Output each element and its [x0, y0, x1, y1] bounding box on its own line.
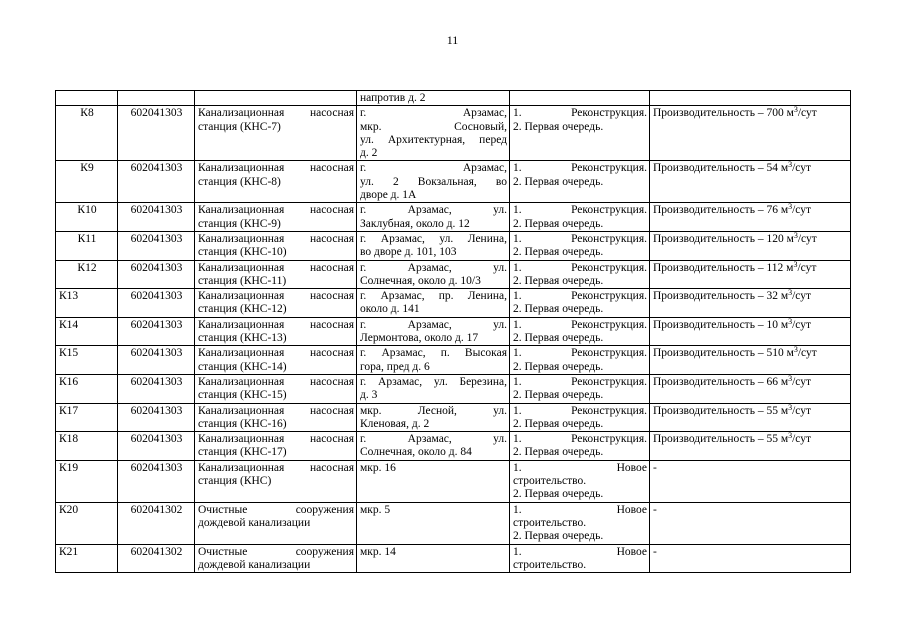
address-line: г. Арзамас, ул. Березина, [360, 375, 507, 388]
object-code: 602041303 [130, 162, 183, 175]
unit-superscript: 3 [793, 260, 798, 269]
cell-code [118, 260, 195, 289]
characteristic-text: Производительность – 66 м [653, 375, 789, 388]
row-number: К10 [77, 204, 97, 217]
cell-number [56, 544, 118, 573]
cell-action [510, 460, 650, 502]
address-line: г. Арзамас, п. Высокая [360, 347, 507, 360]
table-row [56, 203, 851, 232]
action-line: 2. Первая очередь. [513, 303, 604, 316]
characteristic-text: Производительность – 76 м [653, 204, 789, 217]
object-name-line: Канализационная насосная [198, 347, 354, 360]
cell-characteristic [650, 544, 851, 573]
cell-action [510, 91, 650, 106]
cell-action [510, 346, 650, 375]
unit-superscript: 3 [788, 202, 793, 212]
unit-superscript: 3 [793, 231, 798, 240]
cell-name [195, 106, 357, 161]
object-name-line: станция (КНС-17) [198, 446, 287, 459]
action-line: 1. Реконструкция. [513, 347, 647, 360]
table-row [56, 460, 851, 502]
address-line: д. 3 [360, 389, 378, 402]
cell-code [118, 289, 195, 318]
cell-characteristic [650, 403, 851, 432]
action-line: 1. Реконструкция. [513, 107, 647, 120]
address-line: Солнечная, около д. 10/3 [360, 274, 481, 287]
cell-name [195, 289, 357, 318]
object-code: 602041303 [130, 347, 183, 360]
action-line: 1. Реконструкция. [513, 204, 647, 217]
action-line: строительство. [513, 558, 587, 571]
action-line: 1. Реконструкция. [513, 232, 647, 245]
address-line: мкр. Лесной, ул. [360, 404, 507, 417]
object-code: 602041303 [130, 290, 183, 303]
table-row [56, 161, 851, 203]
address-line: мкр. 16 [360, 461, 396, 474]
cell-number [56, 161, 118, 203]
address-line: Заклубная, около д. 12 [360, 217, 470, 230]
object-name-line: Канализационная насосная [198, 162, 354, 175]
object-code: 602041303 [130, 318, 183, 331]
address-line: ул. 2 Вокзальная, во [360, 175, 507, 188]
row-number: К13 [59, 290, 79, 303]
unit-tail: /сут [797, 107, 817, 120]
cell-address [357, 432, 510, 461]
cell-number [56, 502, 118, 544]
action-line: 2. Первая очередь. [513, 332, 604, 345]
cell-characteristic [650, 203, 851, 232]
cell-name [195, 260, 357, 289]
object-name-line: Канализационная насосная [198, 290, 354, 303]
cell-characteristic [650, 161, 851, 203]
cell-action [510, 203, 650, 232]
cell-name [195, 231, 357, 260]
cell-action [510, 403, 650, 432]
address-line: ул. Архитектурная, перед [360, 133, 507, 146]
object-code: 602041303 [130, 404, 183, 417]
cell-number [56, 289, 118, 318]
table-row [56, 260, 851, 289]
cell-characteristic [650, 260, 851, 289]
cell-number [56, 203, 118, 232]
action-line: 2. Первая очередь. [513, 274, 604, 287]
cell-code [118, 231, 195, 260]
row-number: К12 [77, 261, 97, 274]
cell-number [56, 317, 118, 346]
characteristic-text: Производительность – 54 м [653, 162, 789, 175]
object-code: 602041302 [130, 545, 183, 558]
unit-superscript: 3 [788, 403, 793, 412]
cell-address [357, 374, 510, 403]
action-line: 2. Первая очередь. [513, 246, 604, 259]
table-row [56, 544, 851, 573]
unit-tail: /сут [792, 404, 812, 417]
table-row [56, 91, 851, 106]
page-number: 11 [446, 33, 459, 47]
action-line: 1. Новое [513, 503, 647, 516]
cell-address [357, 502, 510, 544]
object-name-line: Канализационная насосная [198, 433, 354, 446]
object-name-line: Канализационная насосная [198, 107, 354, 120]
cell-name [195, 502, 357, 544]
unit-tail: /сут [792, 204, 812, 217]
cell-characteristic [650, 106, 851, 161]
action-line: строительство. [513, 516, 587, 529]
table-row [56, 403, 851, 432]
object-name-line: станция (КНС-13) [198, 332, 287, 345]
cell-code [118, 544, 195, 573]
unit-tail: /сут [792, 375, 812, 388]
object-name-line: станция (КНС-16) [198, 417, 287, 430]
action-line: 2. Первая очередь. [513, 417, 604, 430]
object-name-line: Канализационная насосная [198, 404, 354, 417]
row-number: К14 [59, 318, 79, 331]
cell-name [195, 432, 357, 461]
action-line: 2. Первая очередь. [513, 120, 604, 133]
cell-name [195, 374, 357, 403]
object-name-line: дождевой канализации [198, 516, 311, 529]
cell-number [56, 403, 118, 432]
action-line: 2. Первая очередь. [513, 360, 604, 373]
cell-number [56, 374, 118, 403]
characteristic-text: Производительность – 55 м [653, 433, 789, 446]
cell-address [357, 231, 510, 260]
cell-action [510, 260, 650, 289]
address-line: г. Арзамас, ул. [360, 261, 507, 274]
object-code: 602041303 [130, 375, 183, 388]
object-name-line: станция (КНС-11) [198, 274, 287, 287]
cell-action [510, 432, 650, 461]
characteristic-text: Производительность – 700 м [653, 107, 794, 120]
address-line: д. 2 [360, 147, 378, 160]
cell-code [118, 91, 195, 106]
cell-number [56, 106, 118, 161]
cell-action [510, 289, 650, 318]
address-line: мкр. 14 [360, 545, 396, 558]
cell-characteristic [650, 317, 851, 346]
cell-address [357, 106, 510, 161]
address-line: г. Арзамас, ул. [360, 318, 507, 331]
cell-characteristic [650, 432, 851, 461]
cell-address [357, 203, 510, 232]
action-line: 1. Реконструкция. [513, 433, 647, 446]
cell-number [56, 460, 118, 502]
cell-address [357, 161, 510, 203]
action-line: строительство. [513, 475, 587, 488]
address-line: напротив д. 2 [360, 92, 426, 104]
table-row [56, 502, 851, 544]
unit-superscript: 3 [793, 105, 798, 115]
object-name-line: дождевой канализации [198, 558, 311, 571]
cell-name [195, 91, 357, 106]
table-row [56, 289, 851, 318]
object-name-line: станция (КНС-8) [198, 175, 281, 188]
address-line: дворе д. 1А [360, 189, 417, 202]
object-name-line: Очистные сооружения [198, 545, 354, 558]
object-name-line: Канализационная насосная [198, 461, 354, 474]
cell-name [195, 161, 357, 203]
action-line: 2. Первая очередь. [513, 217, 604, 230]
object-name-line: станция (КНС-10) [198, 246, 287, 259]
object-code: 602041303 [130, 204, 183, 217]
table-row [56, 432, 851, 461]
cell-characteristic [650, 374, 851, 403]
characteristic-text: - [653, 503, 657, 516]
address-line: Солнечная, около д. 84 [360, 446, 472, 459]
facilities-table-body [56, 91, 851, 573]
cell-code [118, 432, 195, 461]
unit-tail: /сут [792, 433, 812, 446]
cell-characteristic [650, 91, 851, 106]
cell-number [56, 346, 118, 375]
object-name-line: Очистные сооружения [198, 503, 354, 516]
cell-number [56, 91, 118, 106]
cell-address [357, 260, 510, 289]
unit-tail: /сут [797, 261, 817, 274]
object-name-line: Канализационная насосная [198, 375, 354, 388]
cell-code [118, 346, 195, 375]
cell-address [357, 91, 510, 106]
object-name-line: Канализационная насосная [198, 318, 354, 331]
cell-code [118, 460, 195, 502]
address-line: около д. 141 [360, 303, 420, 316]
address-line: Кленовая, д. 2 [360, 417, 430, 430]
action-line: 1. Реконструкция. [513, 162, 647, 175]
address-line: мкр. Сосновый, [360, 120, 507, 133]
address-line: во дворе д. 101, 103 [360, 246, 457, 259]
row-number: К19 [59, 461, 79, 474]
address-line: г. Арзамас, ул. [360, 433, 507, 446]
cell-address [357, 403, 510, 432]
cell-address [357, 317, 510, 346]
cell-action [510, 231, 650, 260]
action-line: 1. Реконструкция. [513, 375, 647, 388]
unit-superscript: 3 [788, 317, 793, 326]
action-line: 2. Первая очередь. [513, 446, 604, 459]
cell-name [195, 544, 357, 573]
cell-name [195, 460, 357, 502]
cell-code [118, 161, 195, 203]
characteristic-text: - [653, 461, 657, 474]
cell-code [118, 203, 195, 232]
unit-superscript: 3 [788, 288, 793, 298]
cell-address [357, 544, 510, 573]
cell-action [510, 502, 650, 544]
cell-code [118, 317, 195, 346]
cell-action [510, 161, 650, 203]
cell-name [195, 317, 357, 346]
action-line: 2. Первая очередь. [513, 389, 604, 402]
object-name-line: Канализационная насосная [198, 204, 354, 217]
cell-characteristic [650, 502, 851, 544]
action-line: 1. Реконструкция. [513, 290, 647, 303]
object-code: 602041303 [130, 461, 183, 474]
cell-code [118, 403, 195, 432]
cell-address [357, 460, 510, 502]
object-name-line: станция (КНС-7) [198, 120, 281, 133]
row-number: К21 [59, 545, 79, 558]
cell-code [118, 502, 195, 544]
address-line: мкр. 5 [360, 503, 391, 516]
table-row [56, 106, 851, 161]
unit-superscript: 3 [788, 431, 793, 441]
row-number: К11 [77, 232, 97, 245]
cell-characteristic [650, 460, 851, 502]
characteristic-text: Производительность – 120 м [653, 232, 794, 245]
address-line: г. Арзамас, ул. [360, 204, 507, 217]
unit-superscript: 3 [793, 345, 798, 355]
unit-superscript: 3 [788, 160, 793, 170]
cell-address [357, 289, 510, 318]
characteristic-text: Производительность – 32 м [653, 290, 789, 303]
object-name-line: станция (КНС-15) [198, 389, 287, 402]
row-number: К15 [59, 347, 79, 360]
characteristic-text: Производительность – 55 м [653, 404, 789, 417]
object-code: 602041302 [130, 503, 183, 516]
characteristic-text: Производительность – 510 м [653, 347, 794, 360]
address-line: г. Арзамас, [360, 107, 507, 120]
object-name-line: станция (КНС) [198, 475, 272, 488]
action-line: 1. Реконструкция. [513, 404, 647, 417]
action-line: 1. Реконструкция. [513, 318, 647, 331]
characteristic-text: Производительность – 112 м [653, 261, 794, 274]
unit-tail: /сут [797, 347, 817, 360]
cell-number [56, 231, 118, 260]
cell-name [195, 203, 357, 232]
address-line: г. Арзамас, пр. Ленина, [360, 290, 507, 303]
object-code: 602041303 [130, 107, 183, 120]
unit-tail: /сут [797, 232, 817, 245]
object-name-line: станция (КНС-14) [198, 360, 287, 373]
object-name-line: Канализационная насосная [198, 261, 354, 274]
row-number: К17 [59, 404, 79, 417]
action-line: 1. Реконструкция. [513, 261, 647, 274]
action-line: 2. Первая очередь. [513, 530, 604, 543]
object-code: 602041303 [130, 232, 183, 245]
object-code: 602041303 [130, 433, 183, 446]
cell-name [195, 346, 357, 375]
row-number: К16 [59, 375, 79, 388]
object-code: 602041303 [130, 261, 183, 274]
table-row [56, 346, 851, 375]
action-line: 1. Новое [513, 461, 647, 474]
cell-characteristic [650, 231, 851, 260]
characteristic-text: - [653, 545, 657, 558]
table-row [56, 317, 851, 346]
cell-number [56, 260, 118, 289]
table-row [56, 231, 851, 260]
unit-tail: /сут [792, 290, 812, 303]
row-number: К9 [80, 162, 94, 175]
facilities-table [55, 90, 851, 573]
cell-action [510, 317, 650, 346]
action-line: 2. Первая очередь. [513, 488, 604, 501]
action-line: 2. Первая очередь. [513, 175, 604, 188]
cell-address [357, 346, 510, 375]
row-number: К18 [59, 433, 79, 446]
address-line: гора, пред д. 6 [360, 360, 430, 373]
object-name-line: станция (КНС-9) [198, 217, 281, 230]
characteristic-text: Производительность – 10 м [653, 318, 789, 331]
action-line: 1. Новое [513, 545, 647, 558]
cell-characteristic [650, 289, 851, 318]
table-row [56, 374, 851, 403]
cell-action [510, 544, 650, 573]
cell-action [510, 106, 650, 161]
unit-tail: /сут [792, 318, 812, 331]
cell-action [510, 374, 650, 403]
address-line: Лермонтова, около д. 17 [360, 332, 479, 345]
row-number: К20 [59, 503, 79, 516]
cell-number [56, 432, 118, 461]
object-name-line: Канализационная насосная [198, 232, 354, 245]
row-number: К8 [80, 107, 94, 120]
unit-tail: /сут [792, 162, 812, 175]
unit-superscript: 3 [788, 374, 793, 383]
object-name-line: станция (КНС-12) [198, 303, 287, 316]
address-line: г. Арзамас, [360, 162, 507, 175]
address-line: г. Арзамас, ул. Ленина, [360, 232, 507, 245]
cell-name [195, 403, 357, 432]
cell-characteristic [650, 346, 851, 375]
cell-code [118, 106, 195, 161]
cell-code [118, 374, 195, 403]
